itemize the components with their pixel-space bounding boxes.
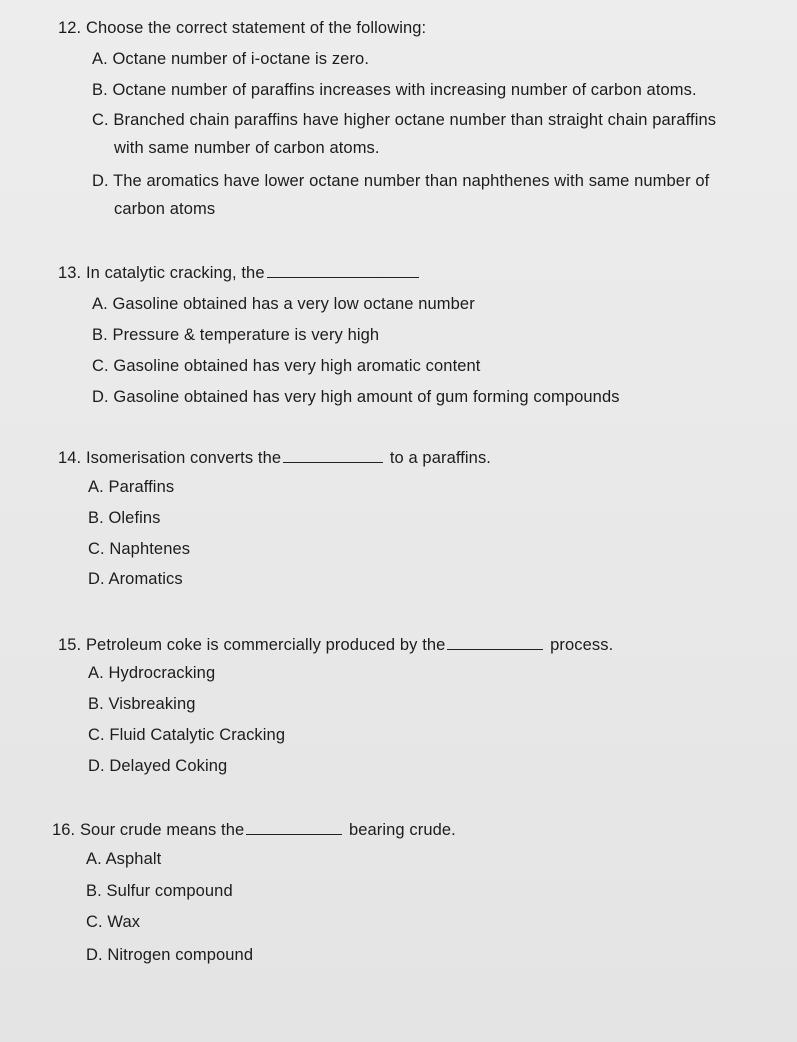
option-text: Naphtenes (109, 540, 191, 558)
question-16-option-c (86, 912, 140, 932)
option-text: Octane number of i-octane is zero. (112, 50, 370, 68)
question-text: Isomerisation converts the (85, 449, 282, 467)
question-15-option-c (88, 725, 285, 745)
question-number: 15. (58, 636, 82, 654)
option-letter: A. (92, 295, 108, 313)
question-14-stem (58, 446, 491, 468)
answer-blank (447, 633, 543, 650)
answer-blank (283, 446, 383, 463)
option-letter: C. (86, 913, 103, 931)
option-text: Nitrogen compound (107, 946, 254, 964)
option-letter: A. (86, 850, 102, 868)
question-text: Choose the correct statement of the following: (85, 19, 427, 37)
option-letter: A. (92, 50, 108, 68)
option-letter: D. (92, 172, 109, 190)
question-16-option-a (86, 849, 161, 869)
option-letter: A. (88, 664, 104, 682)
question-13-option-c (92, 356, 481, 376)
option-letter: B. (88, 509, 104, 527)
option-text: Pressure & temperature is very high (112, 326, 380, 344)
option-letter: D. (92, 388, 109, 406)
option-letter: C. (92, 357, 109, 375)
question-12-option-c-continued: with same number of carbon atoms. (114, 139, 380, 157)
question-12-option-a (92, 49, 369, 69)
question-13-option-b (92, 325, 379, 345)
question-number: 13. (58, 264, 82, 282)
question-text: Sour crude means the (79, 821, 245, 839)
question-text: Petroleum coke is commercially produced by the (85, 636, 446, 654)
question-12-option-c (92, 110, 716, 130)
option-letter: A. (88, 478, 104, 496)
question-16-option-b (86, 881, 233, 901)
question-16-option-d (86, 945, 253, 965)
option-text: The aromatics have lower octane number than naphthenes with same number of (113, 172, 710, 190)
question-14-option-d (88, 569, 183, 589)
option-letter: D. (86, 946, 103, 964)
option-letter: B. (88, 695, 104, 713)
question-text-after-blank: process. (550, 636, 614, 654)
option-letter: C. (88, 540, 105, 558)
option-text: Paraffins (108, 478, 175, 496)
option-text: Octane number of paraffins increases with increasing number of carbon atoms. (112, 81, 697, 99)
question-15-option-a (88, 663, 215, 683)
question-12-stem (58, 18, 426, 38)
option-letter: B. (92, 326, 108, 344)
option-text: Gasoline obtained has very high aromatic content (113, 357, 481, 375)
question-12-option-d-continued: carbon atoms (114, 200, 216, 218)
option-text: Asphalt (105, 850, 162, 868)
option-letter: B. (86, 882, 102, 900)
option-text: Delayed Coking (109, 757, 228, 775)
option-text: Sulfur compound (106, 882, 233, 900)
question-14-option-b (88, 508, 161, 528)
question-13-stem (58, 261, 421, 283)
option-text: Gasoline obtained has a very low octane number (112, 295, 475, 313)
question-text: In catalytic cracking, the (85, 264, 265, 282)
option-text: Hydrocracking (108, 664, 216, 682)
option-letter: D. (88, 757, 105, 775)
question-14-option-c (88, 539, 190, 559)
option-text: Fluid Catalytic Cracking (109, 726, 286, 744)
option-text: Branched chain paraffins have higher octane number than straight chain paraffins (113, 111, 717, 129)
question-number: 16. (52, 821, 76, 839)
question-16-stem (52, 818, 456, 840)
question-number: 12. (58, 19, 82, 37)
option-text: Visbreaking (108, 695, 196, 713)
option-text: Gasoline obtained has very high amount of gum forming compounds (113, 388, 620, 406)
question-12-option-b (92, 80, 697, 100)
answer-blank (267, 261, 419, 278)
question-13-option-a (92, 294, 475, 314)
question-14-option-a (88, 477, 174, 497)
answer-blank (246, 818, 342, 835)
question-13-option-d (92, 387, 620, 407)
option-text: Wax (107, 913, 141, 931)
question-15-stem (58, 633, 613, 655)
option-text: Aromatics (108, 570, 183, 588)
option-letter: C. (92, 111, 109, 129)
option-letter: B. (92, 81, 108, 99)
question-12-option-d (92, 171, 709, 191)
option-letter: D. (88, 570, 105, 588)
question-text-after-blank: bearing crude. (348, 821, 456, 839)
question-15-option-d (88, 756, 227, 776)
question-text-after-blank: to a paraffins. (389, 449, 491, 467)
question-15-option-b (88, 694, 196, 714)
option-letter: C. (88, 726, 105, 744)
question-number: 14. (58, 449, 82, 467)
option-text: Olefins (108, 509, 161, 527)
